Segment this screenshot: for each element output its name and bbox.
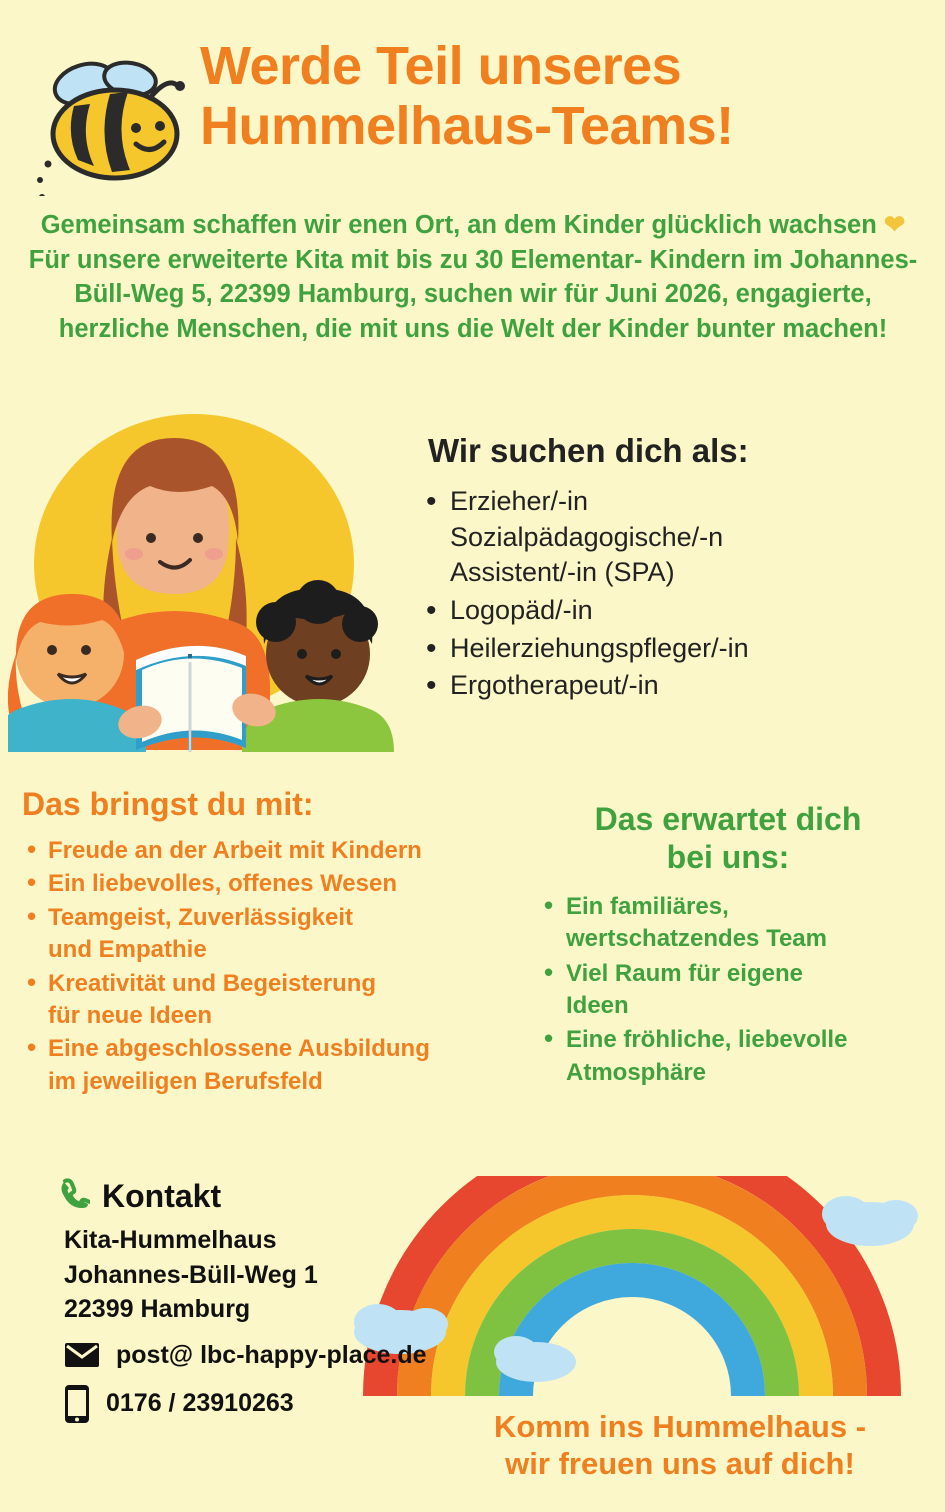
contact-name: Kita-Hummelhaus bbox=[64, 1226, 277, 1254]
woman-reading-with-two-children-illustration bbox=[8, 392, 408, 752]
expect-item-2-text: Eine fröhliche, liebevolle bbox=[566, 1026, 848, 1054]
benefits-section bbox=[528, 800, 928, 1091]
expect-item-0-text: Ein familiäres, bbox=[566, 892, 729, 920]
yellow-heart-icon: ❤ bbox=[883, 211, 906, 239]
contact-email-row[interactable] bbox=[64, 1341, 498, 1370]
bring-item-3-sub1: für neue Ideen bbox=[48, 1001, 213, 1029]
list-item bbox=[540, 891, 928, 956]
requirements-heading: Das bringst du mit: bbox=[22, 786, 314, 822]
contact-section bbox=[58, 1178, 498, 1424]
contact-street: Johannes-Büll-Weg 1 bbox=[64, 1260, 318, 1289]
page-title bbox=[200, 36, 935, 157]
phone-handset-icon bbox=[58, 1178, 90, 1215]
benefits-heading-line-2: bei uns: bbox=[666, 839, 790, 876]
bring-item-2-text: Teamgeist, Zuverlässigkeit bbox=[48, 903, 354, 931]
requirements-list bbox=[22, 835, 522, 1098]
seek-item-1-text: Logopäd/-in bbox=[450, 594, 593, 625]
seek-heading: Wir suchen dich als: bbox=[428, 432, 749, 469]
seek-item-3-text: Ergotherapeut/-in bbox=[450, 670, 659, 701]
list-item bbox=[22, 902, 522, 967]
bring-item-0-text: Freude an der Arbeit mit Kindern bbox=[48, 837, 422, 864]
benefits-heading bbox=[528, 800, 928, 877]
bring-item-3-text: Kreativität und Begeisterung bbox=[48, 969, 377, 997]
contact-phone[interactable]: 0176 / 23910263 bbox=[106, 1389, 294, 1417]
list-item bbox=[540, 1024, 928, 1089]
mobile-phone-icon bbox=[64, 1384, 90, 1424]
intro-line-1: Gemeinsam schaffen wir enen Ort, an dem Kinder glücklich bbox=[40, 211, 762, 239]
intro-line-3: Kindern im Johannes-Büll-Weg 5, 22399 Hamburg, suchen wir für bbox=[74, 245, 918, 309]
list-item bbox=[420, 484, 930, 591]
list-item bbox=[420, 631, 930, 667]
expect-item-0-sub1: wertschatzendes Team bbox=[566, 925, 827, 953]
seek-item-0-sub2: Assistent/-in (SPA) bbox=[450, 557, 675, 588]
closing-line-1: Komm ins Hummelhaus - bbox=[493, 1409, 867, 1444]
list-item bbox=[22, 868, 522, 900]
intro-line-2b: Für unsere erweiterte Kita mit bis zu 30 Elementar- bbox=[28, 245, 643, 274]
seek-section bbox=[420, 432, 930, 706]
benefits-heading-line-1: Das erwartet dich bbox=[594, 801, 862, 837]
benefits-list bbox=[528, 891, 928, 1089]
contact-heading: Kontakt bbox=[102, 1178, 222, 1214]
seek-item-0-sub1: Sozialpädagogische/-n bbox=[450, 521, 724, 552]
intro-paragraph bbox=[28, 208, 918, 347]
expect-item-1-text: Viel Raum für eigene bbox=[566, 959, 803, 987]
list-item bbox=[22, 968, 522, 1033]
list-item bbox=[540, 958, 928, 1023]
contact-email[interactable]: post@ lbc-happy-place.de bbox=[116, 1340, 427, 1369]
bring-item-4-text: Eine abgeschlossene Ausbildung bbox=[48, 1035, 430, 1063]
closing-call-to-action bbox=[420, 1408, 940, 1482]
seek-list bbox=[420, 484, 930, 704]
bring-item-4-sub1: im jeweiligen Berufsfeld bbox=[48, 1067, 323, 1095]
closing-line-2: wir freuen uns auf dich! bbox=[505, 1446, 855, 1482]
requirements-section bbox=[22, 786, 522, 1099]
list-item bbox=[420, 593, 930, 629]
header bbox=[0, 28, 945, 188]
bring-item-1-text: Ein liebevolles, offenes Wesen bbox=[48, 870, 398, 898]
title-line-1: Werde Teil unseres bbox=[200, 36, 682, 96]
list-item bbox=[420, 668, 930, 704]
list-item bbox=[22, 835, 522, 867]
seek-item-0-text: Erzieher/-in bbox=[450, 486, 589, 516]
contact-header bbox=[58, 1178, 498, 1215]
intro-line-2a: wachsen bbox=[769, 211, 884, 239]
seek-item-2-text: Heilerziehungspfleger/-in bbox=[450, 632, 749, 663]
intro-line-5: der Kinder bunter machen! bbox=[561, 315, 888, 344]
bring-item-2-sub1: und Empathie bbox=[48, 936, 207, 964]
bee-icon bbox=[18, 46, 198, 196]
envelope-icon bbox=[64, 1342, 100, 1368]
contact-city: 22399 Hamburg bbox=[64, 1295, 251, 1323]
list-item bbox=[22, 1033, 522, 1098]
contact-address bbox=[64, 1223, 498, 1327]
intro-line-4: Juni 2026, engagierte, herzliche Menschen, die mit uns die Welt bbox=[58, 280, 872, 344]
expect-item-2-sub1: Atmosphäre bbox=[566, 1058, 707, 1086]
expect-item-1-sub1: Ideen bbox=[566, 991, 629, 1019]
title-line-2: Hummelhaus-Teams! bbox=[200, 96, 734, 157]
